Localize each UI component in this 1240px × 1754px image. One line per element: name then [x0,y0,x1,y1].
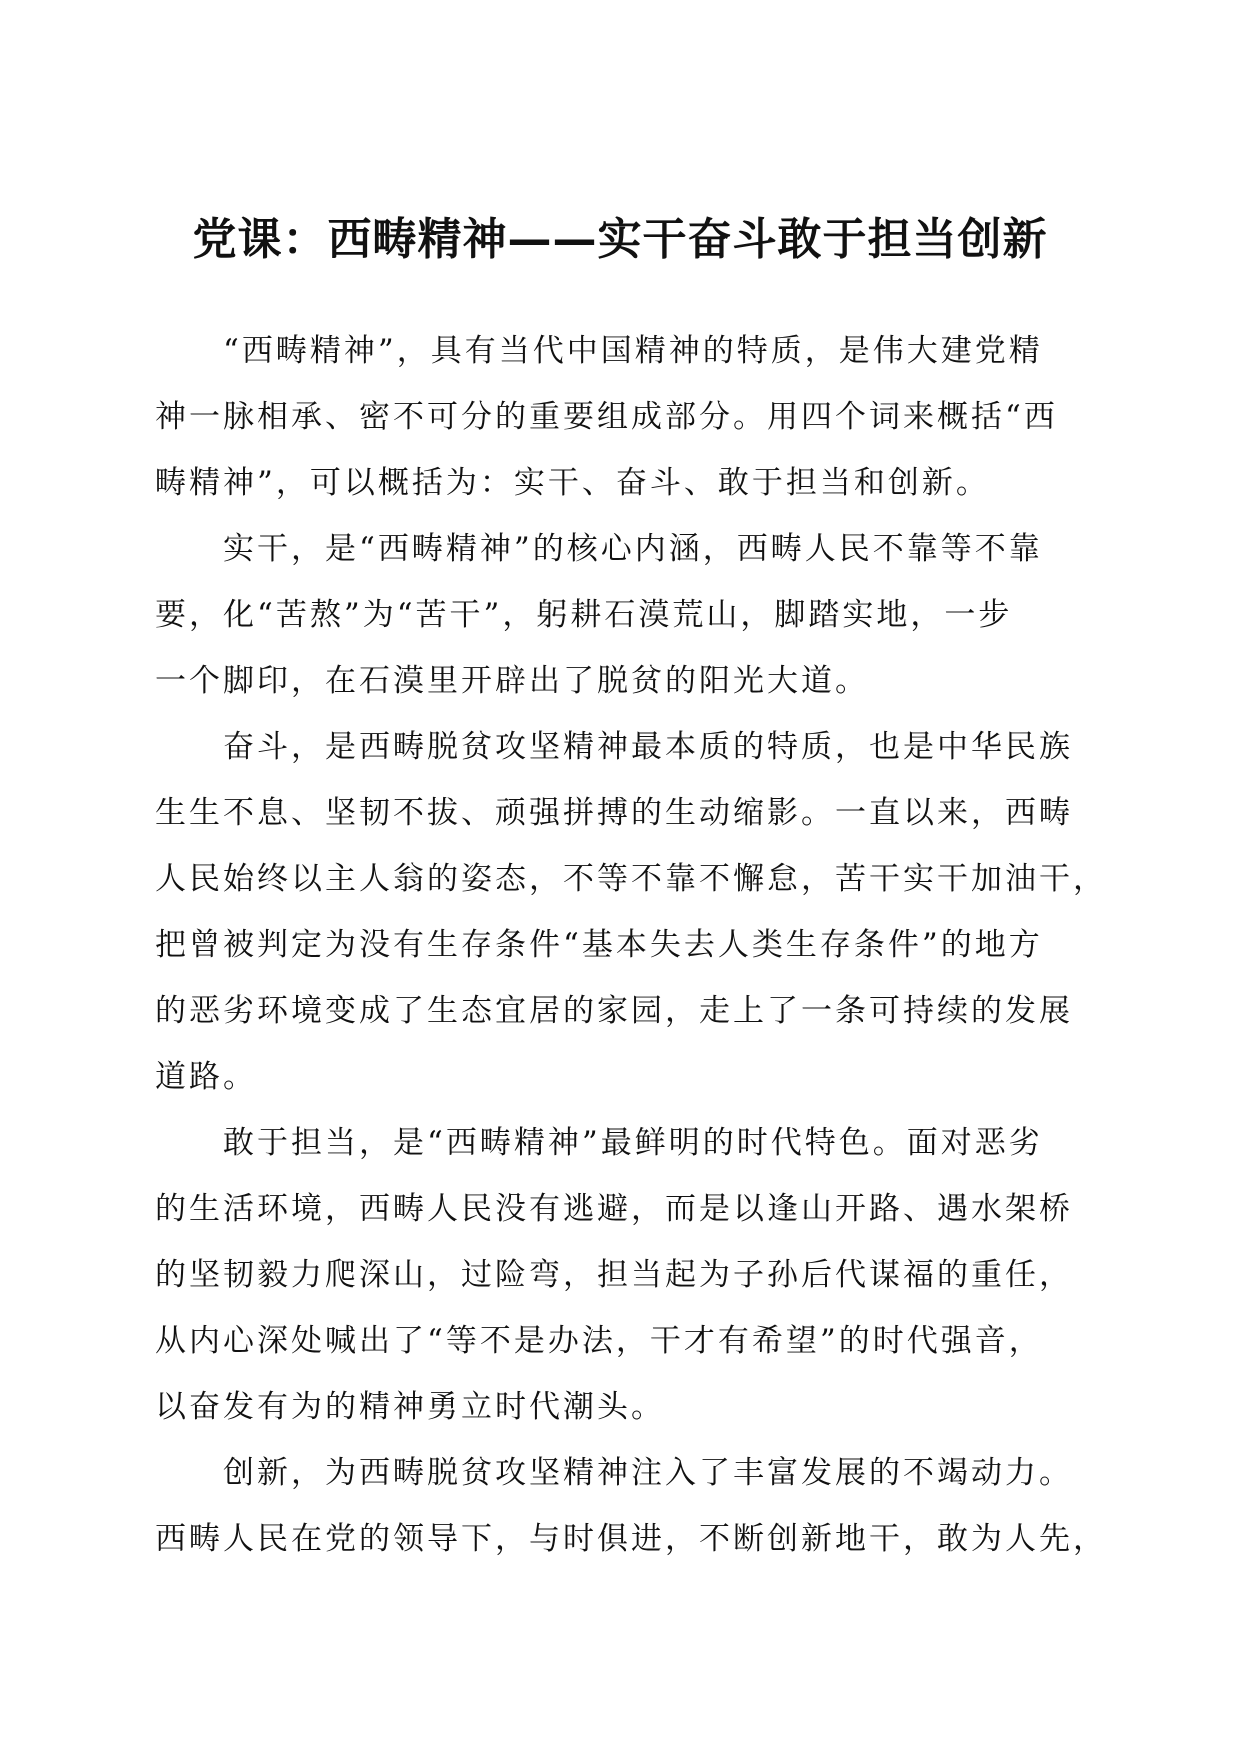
text-line: 把曾被判定为没有生存条件“基本失去人类生存条件”的地方 [155,927,1043,963]
text-line: “西畴精神”，具有当代中国精神的特质，是伟大建党精 [223,333,1043,369]
paragraph-dandang [155,1110,1085,1440]
paragraph-fendou [155,714,1107,1110]
text-line: 要，化“苦熬”为“苦干”，躬耕石漠荒山，脚踏实地，一步 [155,597,1013,633]
paragraph-shigan [155,516,1085,714]
text-line: 生生不息、坚韧不拔、顽强拼搏的生动缩影。一直以来，西畴 [155,795,1073,831]
text-line: 的恶劣环境变成了生态宜居的家园，走上了一条可持续的发展 [155,993,1073,1029]
text-line: 畴精神”，可以概括为：实干、奋斗、敢于担当和创新。 [155,465,990,501]
text-line: 神一脉相承、密不可分的重要组成部分。用四个词来概括“西 [155,399,1058,435]
text-line: 西畴人民在党的领导下，与时俱进，不断创新地干，敢为人先， [155,1521,1107,1557]
paragraph-intro [155,318,1085,516]
text-line: 人民始终以主人翁的姿态，不等不靠不懈怠，苦干实干加油干， [155,861,1107,897]
document-title: 党课：西畴精神——实干奋斗敢于担当创新 [192,214,1048,265]
text-line: 以奋发有为的精神勇立时代潮头。 [155,1389,665,1425]
text-line: 奋斗，是西畴脱贫攻坚精神最本质的特质，也是中华民族 [223,729,1073,765]
document-body [155,318,1107,1572]
text-line: 道路。 [155,1059,257,1095]
text-line: 实干，是“西畴精神”的核心内涵，西畴人民不靠等不靠 [223,531,1043,567]
text-line: 的坚韧毅力爬深山，过险弯，担当起为子孙后代谋福的重任， [155,1257,1073,1293]
text-line: 从内心深处喊出了“等不是办法，干才有希望”的时代强音， [155,1323,1043,1359]
text-line: 创新，为西畴脱贫攻坚精神注入了丰富发展的不竭动力。 [223,1455,1073,1491]
text-line: 的生活环境，西畴人民没有逃避，而是以逢山开路、遇水架桥 [155,1191,1073,1227]
text-line: 一个脚印，在石漠里开辟出了脱贫的阳光大道。 [155,663,869,699]
paragraph-chuangxin [155,1440,1107,1572]
text-line: 敢于担当，是“西畴精神”最鲜明的时代特色。面对恶劣 [223,1125,1043,1161]
